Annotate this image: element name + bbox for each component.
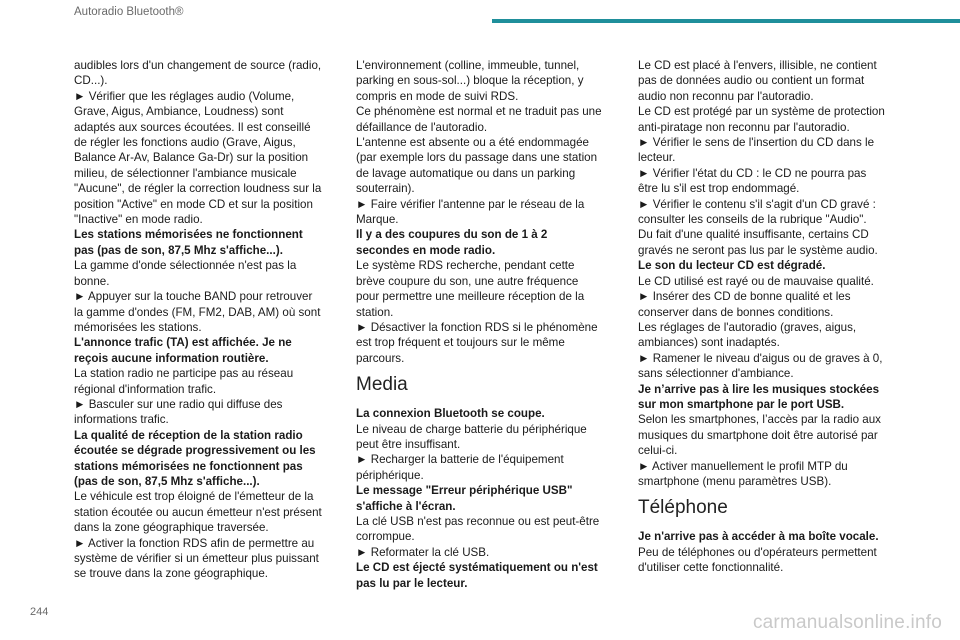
problem-question: L'annonce trafic (TA) est affichée. Je ne reçois aucune information routière. [74, 336, 292, 365]
paragraph: ► Faire vérifier l'antenne par le réseau de la Marque. [356, 197, 585, 227]
paragraph: ► Basculer sur une radio qui diffuse des informations trafic. [74, 397, 283, 427]
problem-question: La qualité de réception de la station radio écoutée se dégrade progressivement ou les stations mémorisées ne fonctionnent pas (pas de son, 87,5 Mhz s'affiche...). [74, 428, 316, 488]
text-column-3 [638, 58, 886, 576]
paragraph: Ce phénomène est normal et ne traduit pas une défaillance de l'autoradio. [356, 105, 602, 134]
paragraph: Peu de téléphones ou d'opérateurs permettent d'utiliser cette fonctionnalité. [638, 545, 877, 575]
problem-question: Le message "Erreur périphérique USB" s'affiche à l'écran. [356, 484, 573, 513]
paragraph: L'antenne est absente ou a été endommagée (par exemple lors du passage dans une station de lavage automatique ou dans un parking souterrain). [356, 136, 598, 196]
section-heading: Téléphone [638, 497, 728, 519]
paragraph: ► Activer manuellement le profil MTP du smartphone (menu paramètres USB). [638, 459, 848, 488]
problem-question: Les stations mémorisées ne fonctionnent pas (pas de son, 87,5 Mhz s'affiche...). [74, 228, 303, 257]
paragraph: ► Reformater la clé USB. [356, 545, 490, 559]
paragraph: Le CD est placé à l'envers, illisible, ne contient pas de données audio ou contient un format audio non reconnu par l'autoradio. [638, 59, 877, 103]
paragraph: ► Insérer des CD de bonne qualité et les conserver dans de bonnes conditions. [638, 290, 851, 319]
paragraph: ► Vérifier l'état du CD : le CD ne pourra pas être lu s'il est trop endommagé. [638, 166, 867, 196]
problem-question: Je n’arrive pas à lire les musiques stockées sur mon smartphone par le port USB. [638, 382, 880, 411]
text-column-1 [74, 58, 322, 582]
problem-question: Il y a des coupures du son de 1 à 2 secondes en mode radio. [356, 228, 548, 257]
paragraph: Du fait d'une qualité insuffisante, certains CD gravés ne seront pas lus par le système audio. [638, 228, 878, 257]
paragraph: Le système RDS recherche, pendant cette brève coupure du son, une autre fréquence pour permettre une meilleure réception de la station. [356, 259, 585, 319]
paragraph: Le véhicule est trop éloigné de l'émetteur de la station écoutée ou aucun émetteur n'est présent dans la zone géographique traversée. [74, 490, 322, 535]
paragraph: ► Appuyer sur la touche BAND pour retrouver la gamme d'ondes (FM, FM2, DAB, AM) où sont mémorisées les stations. [74, 290, 321, 334]
paragraph: ► Recharger la batterie de l'équipement périphérique. [356, 453, 564, 482]
problem-question: Je n'arrive pas à accéder à ma boîte vocale. [638, 530, 879, 544]
paragraph: audibles lors d'un changement de source (radio, CD...). [74, 59, 322, 88]
section-heading: Media [356, 374, 408, 396]
problem-question: La connexion Bluetooth se coupe. [356, 407, 545, 421]
paragraph: Le CD est protégé par un système de protection anti-piratage non reconnu par l'autoradio. [638, 105, 885, 134]
paragraph: ► Ramener le niveau d'aigus ou de graves à 0, sans sélectionner d'ambiance. [638, 351, 883, 381]
problem-question: Le CD est éjecté systématiquement ou n'est pas lu par le lecteur. [356, 561, 598, 590]
paragraph: La station radio ne participe pas au réseau régional d'information trafic. [74, 367, 294, 396]
text-column-2 [356, 58, 604, 591]
paragraph: Le CD utilisé est rayé ou de mauvaise qualité. [638, 274, 874, 288]
paragraph: L'environnement (colline, immeuble, tunnel, parking en sous-sol...) bloque la réception, y compris en mode de suivi RDS. [356, 59, 584, 103]
paragraph: Selon les smartphones, l’accès par la radio aux musiques du smartphone doit être autorisé par celui-ci. [638, 413, 881, 458]
paragraph: ► Désactiver la fonction RDS si le phénomène est trop fréquent et toujours sur le même parcours. [356, 320, 598, 365]
paragraph: ► Vérifier le contenu s'il s'agit d'un CD gravé : consulter les conseils de la rubrique "Audio". [638, 197, 876, 227]
paragraph: Le niveau de charge batterie du périphérique peut être insuffisant. [356, 422, 587, 451]
paragraph: ► Vérifier que les réglages audio (Volume, Grave, Aigus, Ambiance, Loudness) sont adaptés aux sources écoutées. Il est conseillé de régler les fonctions audio (Grave, Aigus, Balance Ar-Av, Balance Ga-Dr) sur la position milieu, de sélectionner l'ambiance musicale "Aucune", de régler la correction loudness sur la position "Active" en mode CD et sur la position "Inactive" en mode radio. [74, 89, 322, 227]
paragraph: Les réglages de l'autoradio (graves, aigus, ambiances) sont inadaptés. [638, 320, 857, 350]
problem-question: Le son du lecteur CD est dégradé. [638, 259, 826, 273]
paragraph: La gamme d'onde sélectionnée n'est pas la bonne. [74, 259, 297, 288]
running-header-title: Autoradio Bluetooth® [74, 6, 184, 18]
paragraph: La clé USB n'est pas reconnue ou est peut-être corrompue. [356, 514, 600, 544]
paragraph: ► Activer la fonction RDS afin de permettre au système de vérifier si un émetteur plus puissant se trouve dans la zone géographique. [74, 536, 319, 581]
watermark: carmanualsonline.info [752, 612, 942, 633]
header-accent-bar [492, 19, 960, 23]
paragraph: ► Vérifier le sens de l'insertion du CD dans le lecteur. [638, 136, 875, 165]
page-number: 244 [30, 606, 49, 618]
